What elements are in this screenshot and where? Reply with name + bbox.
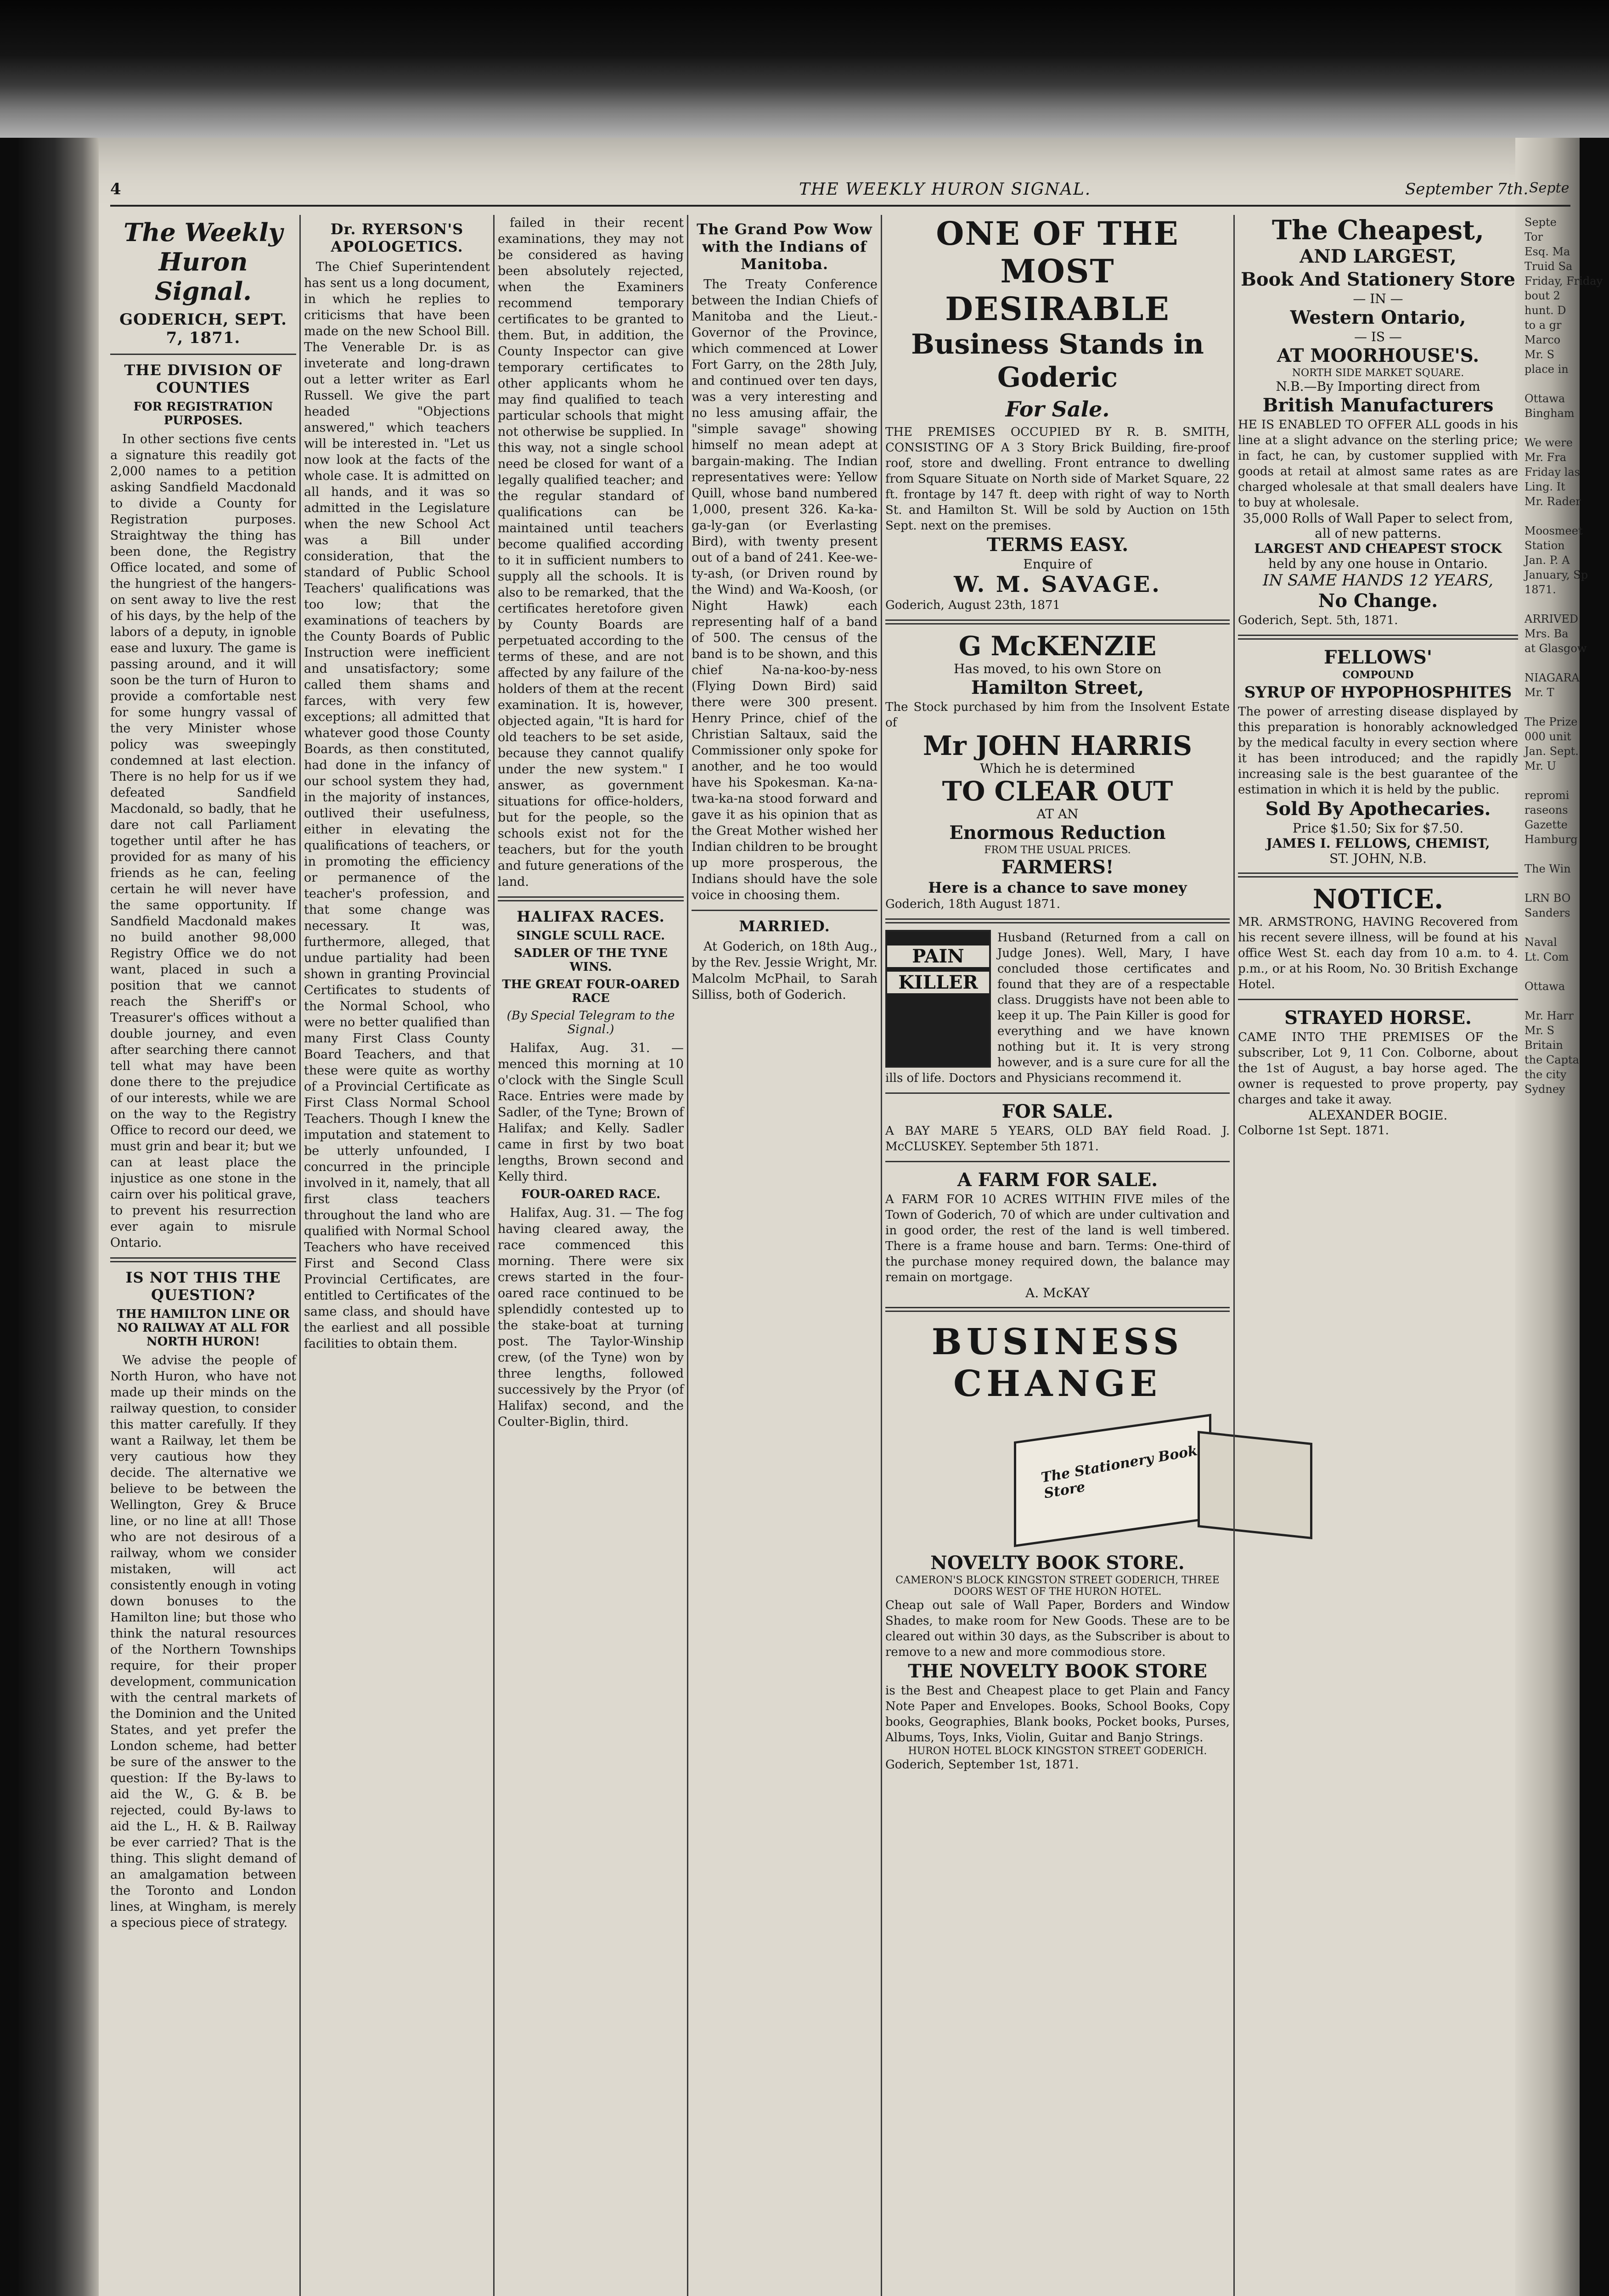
divider	[498, 896, 684, 901]
fragment-line: Marco	[1525, 333, 1561, 346]
divider	[1238, 872, 1518, 878]
ad-body: A BAY MARE 5 YEARS, OLD BAY field Road. J. McCLUSKEY. September 5th 1871.	[885, 1124, 1230, 1154]
ad-subheadline: Book And Stationery Store	[1241, 269, 1515, 290]
fragment-line: Britain	[1525, 1039, 1563, 1052]
article-headline: MARRIED.	[739, 917, 830, 935]
ad-line: Has moved, to his own Store on	[954, 661, 1161, 676]
fragment-line	[1525, 847, 1575, 861]
article-body	[692, 939, 878, 1003]
column-rule	[1233, 215, 1235, 2296]
ad-body: is the Best and Cheapest place to get Plain and Fancy Note Paper and Envelopes. Books, School Books, Copy books, Geographies, Blank books, Pocket books, Purses, Albums, Toys, Inks, Violin, Guitar and Banjo Strings.	[885, 1684, 1230, 1745]
fragment-line	[1525, 964, 1575, 979]
ad-line: LARGEST AND CHEAPEST STOCK	[1254, 541, 1502, 556]
divider	[885, 918, 1230, 923]
ad-store: AT MOORHOUSE'S.	[1277, 345, 1480, 366]
ad-headline: A FARM FOR SALE.	[957, 1169, 1158, 1191]
ad-no-change: No Change.	[1318, 590, 1438, 612]
ad-body: MR. ARMSTRONG, HAVING Recovered from his recent severe illness, will be found at his office West St. each day from 10 a.m. to 4. p.m., or at his Room, No. 30 British Exchange Hotel.	[1238, 915, 1518, 991]
article-paragraph: At Goderich, on 18th Aug., by the Rev. Jessie Wright, Mr. Malcolm McPhail, to Sarah Silliss, both of Goderich.	[692, 940, 878, 1002]
column-2	[304, 215, 490, 2296]
article-subhead: SINGLE SCULL RACE.	[516, 929, 665, 943]
ad-line: held by any one house in Ontario.	[1268, 556, 1488, 571]
ad-body: HE IS ENABLED TO OFFER ALL goods in his line at a slight advance on the sterling price; in fact, he can, by customer supplied with goods at retail at almost same rates as are charged wholesale at that small dealers have to buy at wholesale.	[1238, 418, 1518, 510]
fragment-line: Station	[1525, 539, 1565, 552]
article-subhead: SADLER OF THE TYNE WINS.	[514, 946, 668, 974]
article-subhead: FOR REGISTRATION PURPOSES.	[133, 400, 273, 428]
ad-chance: Here is a chance to save money	[928, 879, 1187, 896]
article-headline: The Grand Pow Wow with the Indians of Manitoba.	[697, 220, 872, 273]
column-3	[498, 215, 684, 2296]
fragment-line: Mrs. Ba	[1525, 627, 1569, 640]
article-headline: Dr. RYERSON'S APOLOGETICS.	[330, 220, 464, 255]
ad-headline: FOR SALE.	[1001, 1101, 1114, 1122]
fragment-line: repromi	[1525, 789, 1570, 802]
fragment-line: Sydney	[1525, 1083, 1565, 1096]
fragment-line: place in	[1525, 363, 1569, 376]
ad-body: THE PREMISES OCCUPIED BY R. B. SMITH, CONSISTING OF A 3 Story Brick Building, fire-proof roof, store and dwelling. Front entrance to dwelling from Square Situate on North side of Market Square, 22 ft. frontage by 147 ft. deep with right of way to North St. and Hamilton St. Will be sold by Auction on 15th Sept. next on the premises.	[885, 425, 1230, 533]
fragment-line	[1525, 773, 1575, 788]
fragment-line: Gazette	[1525, 818, 1568, 831]
ad-date: Goderich, Sept. 5th, 1871.	[1238, 613, 1398, 627]
binding-spine	[18, 138, 99, 2296]
article-paragraph: Halifax, Aug. 31. — menced this morning at 10 o'clock with the Single Scull Race. Entries were made by Sadler, of the Tyne; Brown of Halifax; and Kelly. Sadler came in first by two boat lengths, Brown second and Kelly third.	[498, 1041, 684, 1184]
column-5-ads	[885, 215, 1230, 2296]
page-header	[110, 178, 1570, 207]
fragment-line	[1525, 377, 1575, 391]
fragment-line: Esq. Ma	[1525, 245, 1570, 258]
adjacent-page-header: Septe	[1529, 180, 1570, 196]
article-paragraph: The Treaty Conference between the Indian Chiefs of Manitoba and the Lieut.-Governor of the Province, which commenced at Lower Fort Garry, on the 28th July, and continued over ten days, was a very interesting and no less amusing affair, the "simple savage" showing himself no mean adept at bargain-making. The Indian representatives were: Yellow Quill, whose band numbered 1,000, present 326. Ka-ka-ga-ly-gan (or Everlasting Bird), with twenty present out of a band of 241. Kee-we-ty-ash, (or Driven round by the Wind) and Wa-Koosh, (or Night Hawk) each representing half of a band of 500. The census of the band is to be shown, and this chief Na-na-koo-by-ness (Flying Down Bird) said there were 300 present. Henry Prince, chief of the Christian Saltaux, said the Commissioner only spoke for another, and he too would have his Spokesman. Ka-na-twa-ka-na stood forward and gave it as his opinion that as the Great Mother wished her Indian children to be brought up more prosperous, the Indians should have the sole voice in choosing them.	[692, 277, 878, 902]
ad-line: — IN —	[1353, 291, 1403, 306]
open-book-illustration	[904, 1409, 1211, 1547]
page-number: 4	[110, 180, 121, 198]
fragment-line	[1525, 597, 1575, 612]
divider	[885, 619, 1230, 625]
divider	[885, 1161, 1230, 1162]
fragment-line	[1525, 920, 1575, 935]
column-rule	[687, 215, 688, 2296]
fragment-line: Mr. Harr	[1525, 1009, 1574, 1022]
ad-contact-name: W. M. SAVAGE.	[954, 572, 1161, 597]
ad-harris: Mr JOHN HARRIS	[923, 730, 1193, 761]
fragment-line: at Glasgow	[1525, 642, 1587, 655]
ad-terms: TERMS EASY.	[986, 534, 1129, 556]
ad-price: Price $1.50; Six for $7.50.	[1292, 821, 1464, 836]
fragment-line: hunt. D	[1525, 304, 1566, 317]
ad-line: 35,000 Rolls of Wall Paper to select from, all of new patterns.	[1243, 511, 1513, 541]
fragment-line: Tor	[1525, 231, 1543, 243]
fragment-line: Hamburg	[1525, 833, 1578, 846]
book-label: The Stationery Book Store	[1040, 1442, 1199, 1502]
article-headline: THE DIVISION OF COUNTIES	[124, 361, 282, 396]
article-body	[498, 215, 684, 890]
fragment-line: Mr. S	[1525, 348, 1555, 361]
ad-for-sale: For Sale.	[1005, 397, 1110, 422]
fragment-line: NIAGARA	[1525, 671, 1580, 684]
ad-product: SYRUP OF HYPOPHOSPHITES	[1244, 683, 1512, 702]
ad-headline: NOTICE.	[1312, 884, 1444, 915]
ad-region: Western Ontario,	[1290, 307, 1466, 328]
fragment-line: Mr. Fra	[1525, 451, 1567, 464]
article-body	[110, 431, 296, 1251]
article-body	[304, 259, 490, 1352]
fragment-line	[1525, 700, 1575, 715]
divider	[110, 354, 296, 355]
fragment-line	[1525, 656, 1575, 670]
ad-headline: THE NOVELTY BOOK STORE	[908, 1660, 1207, 1682]
paper-title: THE WEEKLY HURON SIGNAL.	[799, 180, 1091, 199]
article-headline: HALIFAX RACES.	[517, 908, 665, 925]
dateline: GODERICH, SEPT. 7, 1871.	[119, 310, 287, 347]
ad-headline: NOVELTY BOOK STORE.	[930, 1552, 1185, 1574]
fragment-line	[1525, 509, 1575, 523]
fragment-line: Lt. Com	[1525, 951, 1569, 963]
ad-date: Colborne 1st Sept. 1871.	[1238, 1124, 1389, 1137]
logo-text: PAIN	[887, 945, 989, 967]
fragment-line: 000 unit	[1525, 730, 1571, 743]
article-subhead: THE HAMILTON LINE OR NO RAILWAY AT ALL FOR NORTH HURON!	[117, 1307, 290, 1349]
fragment-line: January, Sp	[1525, 568, 1588, 581]
article-subhead: FOUR-OARED RACE.	[521, 1187, 661, 1201]
newspaper-page	[18, 138, 1603, 2296]
ad-headline: The Cheapest,	[1271, 214, 1485, 246]
ad-date: Goderich, September 1st, 1871.	[885, 1758, 1079, 1772]
masthead: The Weekly Huron Signal.	[124, 218, 283, 306]
ad-subheadline: AND LARGEST,	[1300, 246, 1457, 267]
ad-row	[885, 631, 1230, 912]
ad-line: Which he is determined	[980, 761, 1135, 776]
ad-street: Hamilton Street,	[971, 677, 1144, 698]
ad-farmers: FARMERS!	[1001, 856, 1114, 878]
fragment-line: Ottawa	[1525, 392, 1565, 405]
divider	[885, 1307, 1230, 1312]
ad-body: A FARM FOR 10 ACRES WITHIN FIVE miles of the Town of Goderich, 70 of which are under cultivation and in good order, the rest of the land is well timbered. There is a frame house and barn. Terms: One-third of the purchase money required down, the balance may remain on mortgage.	[885, 1193, 1230, 1284]
fragment-line: We were	[1525, 436, 1573, 449]
fragment-line: Sanders	[1525, 906, 1570, 919]
issue-date: September 7th.	[1405, 180, 1529, 198]
pain-killer-logo	[885, 930, 991, 1068]
fragment-line: 1871.	[1525, 583, 1556, 596]
fragment-line: LRN BO	[1525, 892, 1571, 905]
ad-subheadline: Business Stands in Goderic	[911, 328, 1204, 394]
article-subhead: (By Special Telegram to the Signal.)	[506, 1009, 675, 1036]
column-rule	[299, 215, 301, 2296]
ad-body: Cheap out sale of Wall Paper, Borders and Window Shades, to make room for New Goods. These are to be cleared out within 30 days, as the Subscriber is about to remove to a new and more commodious store.	[885, 1598, 1230, 1659]
fragment-line	[1525, 994, 1575, 1008]
fragment-line: Truid Sa	[1525, 260, 1573, 273]
ad-headline: ONE OF THE MOST DESIRABLE	[936, 214, 1179, 328]
divider	[110, 1257, 296, 1262]
fragment-line: Bingham	[1525, 407, 1575, 420]
column-rule	[493, 215, 495, 2296]
column-1	[110, 215, 296, 2296]
divider	[1238, 635, 1518, 640]
ad-city: ST. JOHN, N.B.	[1329, 851, 1427, 866]
ad-subheadline: CAMERON'S BLOCK KINGSTON STREET GODERICH, THREE DOORS WEST OF THE HURON HOTEL.	[895, 1575, 1220, 1598]
article-body	[692, 276, 878, 903]
ad-body: CAME INTO THE PREMISES OF the subscriber, Lot 9, 11 Con. Colborne, about the 1st of August, a bay horse aged. The owner is requested to prove property, pay charges and take it away.	[1238, 1030, 1518, 1107]
fragment-line: raseons	[1525, 804, 1568, 816]
mckenzie-ad	[885, 631, 1230, 912]
pain-killer-ad	[885, 930, 1230, 1086]
ad-clear-out: TO CLEAR OUT	[942, 776, 1173, 807]
ad-date: Goderich, 18th August 1871.	[885, 897, 1060, 911]
article-subhead: THE GREAT FOUR-OARED RACE	[502, 978, 680, 1005]
ad-line: COMPOUND	[1342, 669, 1414, 681]
ad-line: IN SAME HANDS 12 YEARS,	[1263, 571, 1493, 590]
ad-reduction: Enormous Reduction	[949, 822, 1166, 844]
fragment-line	[1525, 421, 1575, 435]
ad-line: The Stock purchased by him from the Insolvent Estate of	[885, 700, 1230, 730]
article-headline: IS NOT THIS THE QUESTION?	[125, 1269, 281, 1304]
ad-footer: HURON HOTEL BLOCK KINGSTON STREET GODERICH.	[908, 1745, 1207, 1757]
film-border-top	[0, 0, 1609, 138]
fragment-line: Friday las	[1525, 466, 1580, 478]
ad-body: The power of arresting disease displayed by this preparation is honorably acknowledged by the medical faculty in every section where it has been introduced; and the rapidly increasing sale is the best guarantee of the estimation in which it is held by the public.	[1238, 705, 1518, 797]
fragment-line	[1525, 876, 1575, 891]
article-paragraph: Halifax, Aug. 31. — The fog having cleared away, the race commenced this morning. There were six crews started in the four-oared race continued to be splendidly contested up to the stake-boat at turning post. The Taylor-Winship crew, (of the Tyne) won by three lengths, followed successively by the Pryor (of Halifax) second, and the Coulter-Biglin, third.	[498, 1206, 684, 1429]
fragment-line: Jan. Sept.	[1525, 745, 1579, 758]
ad-british: British Manufacturers	[1262, 394, 1494, 416]
article-body	[498, 1040, 684, 1185]
adjacent-page-fragments	[1525, 215, 1603, 2296]
fragment-line: the city	[1525, 1068, 1567, 1081]
fragment-line: Mr. U	[1525, 760, 1556, 772]
fragment-line: Mr. T	[1525, 686, 1554, 699]
fragment-line: Mr. S	[1525, 1024, 1555, 1037]
fragment-line: Jan. P. A	[1525, 554, 1570, 567]
ad-line: — IS —	[1354, 329, 1402, 344]
ad-headline: STRAYED HORSE.	[1284, 1007, 1472, 1029]
article-paragraph: In other sections five cents a signature this readily got 2,000 names to a petition asking Sandfield Macdonald to divide a County for Registration purposes. Straightway the thing has been done, the Registry Office located, and some of the hungriest of the hangers-on sent away to live the rest of his days, by the help of the labors of a deputy, in ignoble ease and luxury. The game is passing around, and it will soon be the turn of Huron to provide a comfortable nest for some hungry vassal of the very Minister whose policy was sweepingly condemned at last election. There is no help for us if we defeated Sandfield Macdonald, so badly, that he dare not call Parliament together until after he has provided for as many of his friends as he can, feeling certain he will never have the same opportunity. If Sandfield Macdonald makes no build another 98,000 Registry Office we do not want, placed in such a position that we cannot reach the Sheriff's or Treasurer's offices without a double journey, and even after searching there cannot tell what may have been done there to the prejudice of our interests, while we are on the way to the Registry Office to record our deed, we must grin and bear it; but we can at least place the injustice as one stone in the cairn over his political grave, to prevent his resurrection ever again to misrule Ontario.	[110, 432, 296, 1250]
ad-headline: FELLOWS'	[1323, 647, 1433, 668]
ad-sold: Sold By Apothecaries.	[1265, 798, 1491, 820]
ad-contact-name: A. McKAY	[1025, 1285, 1090, 1300]
ad-body: Husband (Returned from a call on Judge Jones). Well, Mary, I have concluded those certificates and found that they are of a respectable class. Druggists have not been able to keep it up. The Pain Killer is good for everything and we have known nothing but it. It is very strong however, and is a sure cure for all the ills of life. Doctors and Physicians recommend it.	[885, 931, 1230, 1085]
divider	[692, 910, 878, 911]
ad-contact-name: ALEXANDER BOGIE.	[1308, 1108, 1448, 1123]
ad-chemist: JAMES I. FELLOWS, CHEMIST,	[1266, 836, 1490, 851]
column-4	[692, 215, 878, 2296]
fragment-line: Naval	[1525, 936, 1557, 949]
divider	[1238, 999, 1518, 1000]
fragment-line: Septe	[1525, 216, 1557, 229]
article-body	[110, 1352, 296, 1931]
ad-headline: G McKENZIE	[958, 630, 1157, 662]
fragment-line: the Capta	[1525, 1053, 1579, 1066]
fragment-line: bout 2	[1525, 289, 1560, 302]
ad-line: N.B.—By Importing direct from	[1276, 379, 1480, 394]
article-paragraph: We advise the people of North Huron, who have not made up their minds on the railway question, to consider this matter carefully. If they want a Railway, let them be very cautious how they decide. The alternative we believe to be between the Wellington, Grey & Bruce line, or no line at all! Those who are not desirous of a railway, whom we consider mistaken, will act consistently enough in voting down bonuses to the Hamilton line; but those who think the natural resources of the Northern Townships require, for their proper development, communication with the central markets of the Dominion and the United States, and yet prefer the London scheme, had better be sure of the answer to the question: If the By-laws to aid the W., G. & B. be rejected, could By-laws to aid the L., H. & B. Railway be ever carried? That is the thing. This slight demand of an amalgamation between the Toronto and London lines, at Wingham, is merely a specious piece of strategy.	[110, 1353, 296, 1930]
fragment-line: ARRIVED	[1525, 613, 1579, 625]
article-body	[498, 1205, 684, 1430]
fragment-line: The Prize	[1525, 715, 1578, 728]
column-6-ads	[1238, 215, 1518, 2296]
fragment-line: Friday, Friday	[1525, 275, 1603, 287]
fragment-line: Moosmeet	[1525, 524, 1583, 537]
fragment-line: Ling. It	[1525, 480, 1565, 493]
article-paragraph: The Chief Superintendent has sent us a long document, in which he replies to criticisms that have been made on the new School Bill. The Venerable Dr. is as inveterate and long-drawn out a letter writer as Earl Russell. We give the part headed "Objections answered," which teachers will be interested in. "Let us now look at the facts of the whole case. It is admitted on all hands, and it was so admitted in the Legislature when the new School Act was a Bill under consideration, that the standard of Public School Teachers' qualifications was too low; that the examinations of teachers by the County Boards of Public Instruction were inefficient and unsatisfactory; some called them shams and farces, with very few exceptions; all admitted that whatever good those County Boards, as then constituted, had done in the infancy of our school system they had, in the majority of instances, outlived their usefulness, either in elevating the qualifications of teachers, or in promoting the efficiency or permanence of the teacher's profession, and that some change was necessary. It was, furthermore, alleged, that undue partiality had been shown in granting Provincial Certificates to students of the Normal School, who were no better qualified than many First Class County Board Teachers, and that these were quite as worthy of a Provincial Certificate as First Class Normal School Teachers. Though I knew the imputation and statement to be utterly unfounded, I concurred in the principle involved in it, namely, that all first class teachers throughout the land who are qualified with Normal School Teachers who have received First and Second Class Provincial Certificates, are entitled to Certificates of the same class, and should have the earliest and all possible facilities to obtain them.	[304, 260, 490, 1351]
ad-date: Goderich, August 23th, 1871	[885, 598, 1060, 612]
divider	[885, 1092, 1230, 1094]
fragment-line: to a gr	[1525, 319, 1562, 332]
article-paragraph: failed in their recent examinations, they may not be considered as having been absolutely rejected, when the Examiners recommend temporary certificates to be granted to them. But, in addition, the County Inspector can give temporary certificates to other applicants whom he may find qualified to teach particular schools that might not otherwise be supplied. In this way, not a single school need be closed for want of a legally qualified teacher; and the regular standard of qualifications can be maintained until teachers become qualified according to it in sufficient numbers to supply all the schools. It is also to be remarked, that the certificates heretofore given by County Boards are perpetuated according to the terms of these, and are not affected by any failure of the holders of them at the recent examination. It is, however, objected again, "It is hard for old teachers to be set aside, because they cannot qualify under the new system." I answer, as government situations for office-holders, but for the people, so the schools exist not for the teachers, but for the youth and future generations of the land.	[498, 216, 684, 889]
fragment-line: The Win	[1525, 862, 1571, 875]
column-rule	[881, 215, 882, 2296]
logo-text: KILLER	[887, 972, 989, 993]
ad-line: NORTH SIDE MARKET SQUARE.	[1292, 367, 1464, 379]
ad-enquire: Enquire of	[1023, 557, 1092, 572]
ad-line: FROM THE USUAL PRICES.	[984, 844, 1131, 856]
ad-line: AT AN	[1036, 806, 1079, 822]
business-change-headline: BUSINESS CHANGE	[931, 1321, 1184, 1405]
fragment-line: Ottawa	[1525, 980, 1565, 993]
fragment-line: Mr. Rader	[1525, 495, 1581, 508]
